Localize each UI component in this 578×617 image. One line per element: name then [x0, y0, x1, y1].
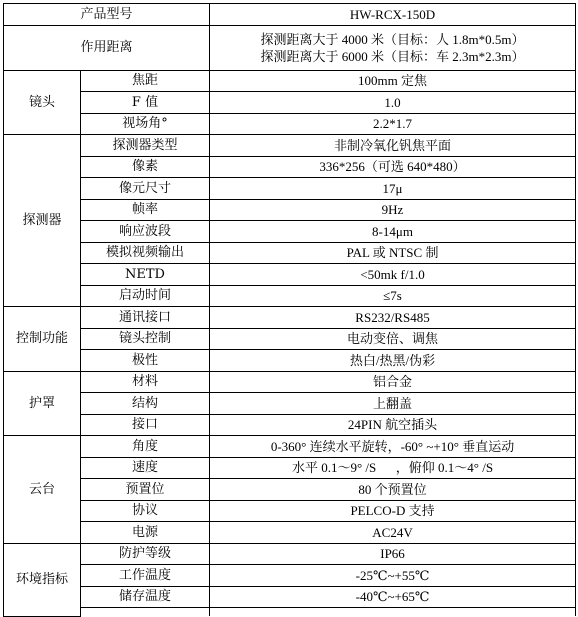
table-row: [4, 199, 576, 221]
row-label: 通讯接口: [81, 307, 210, 329]
row-value: 8-14μm: [210, 221, 576, 243]
table-row: [4, 135, 576, 157]
row-value: 水平 0.1～9° /S ，俯仰 0.1～4° /S: [210, 457, 576, 479]
row-label-cut-off: [81, 608, 210, 617]
row-value: IP66: [210, 543, 576, 565]
row-value: PELCO-D 支持: [210, 500, 576, 522]
table-row: [4, 4, 576, 26]
row-value: 9Hz: [210, 199, 576, 221]
row-value: PAL 或 NTSC 制: [210, 242, 576, 264]
row-value: 电动变倍、调焦: [210, 328, 576, 350]
row-value: RS232/RS485: [210, 307, 576, 329]
table-row: [4, 92, 576, 114]
row-label: 接口: [81, 414, 210, 436]
category-label: 云台: [4, 436, 81, 544]
range-line-1: 探测距离大于 4000 米（目标：人 1.8m*0.5m）: [260, 31, 525, 47]
row-label: 镜头控制: [81, 328, 210, 350]
row-value: HW-RCX-150D: [210, 4, 576, 26]
table-row: [4, 565, 576, 587]
row-label: 材料: [81, 371, 210, 393]
table-row: [4, 457, 576, 479]
row-value: ≤7s: [210, 285, 576, 307]
table-row: [4, 285, 576, 307]
row-value: 80 个预置位: [210, 479, 576, 501]
row-value-multiline: [210, 25, 576, 70]
category-label: 镜头: [4, 70, 81, 135]
row-value: -40℃~+65℃: [210, 586, 576, 608]
row-value: AC24V: [210, 522, 576, 544]
row-label: 结构: [81, 393, 210, 415]
row-value: 铝合金: [210, 371, 576, 393]
row-value: 24PIN 航空插头: [210, 414, 576, 436]
row-label: 探测器类型: [81, 135, 210, 157]
row-label: 速度: [81, 457, 210, 479]
table-row: [4, 350, 576, 372]
row-label: 防护等级: [81, 543, 210, 565]
row-value: 热白/热黑/伪彩: [210, 350, 576, 372]
row-label: 响应波段: [81, 221, 210, 243]
table-row: [4, 221, 576, 243]
row-label: 模拟视频输出: [81, 242, 210, 264]
row-value: 上翻盖: [210, 393, 576, 415]
row-value: 100mm 定焦: [210, 70, 576, 92]
row-label: 产品型号: [4, 4, 210, 26]
table-row: [4, 500, 576, 522]
row-label: 极性: [81, 350, 210, 372]
row-value: 17μ: [210, 178, 576, 200]
spec-table: [3, 3, 576, 617]
row-label: 像素: [81, 156, 210, 178]
table-row: [4, 543, 576, 565]
table-row: [4, 479, 576, 501]
row-label: 启动时间: [81, 285, 210, 307]
table-row: [4, 242, 576, 264]
table-row: [4, 586, 576, 608]
row-value: 非制冷氧化钒焦平面: [210, 135, 576, 157]
row-label: 角度: [81, 436, 210, 458]
row-label: 帧率: [81, 199, 210, 221]
row-label: 作用距离: [4, 25, 210, 70]
table-row: [4, 436, 576, 458]
category-label: 护罩: [4, 371, 81, 436]
row-value: 2.2*1.7: [210, 113, 576, 135]
category-label: 探测器: [4, 135, 81, 307]
table-row: [4, 156, 576, 178]
table-row: [4, 371, 576, 393]
row-value-cut-off: [210, 608, 576, 617]
table-row: [4, 25, 576, 70]
row-label: F 值: [81, 92, 210, 114]
table-row: [4, 328, 576, 350]
row-label: 像元尺寸: [81, 178, 210, 200]
table-row: [4, 70, 576, 92]
table-row: [4, 178, 576, 200]
table-row: [4, 264, 576, 286]
table-row: [4, 522, 576, 544]
row-label: 视场角°: [81, 113, 210, 135]
row-label: 工作温度: [81, 565, 210, 587]
row-label: 储存温度: [81, 586, 210, 608]
row-value: 336*256（可选 640*480）: [210, 156, 576, 178]
row-label: 预置位: [81, 479, 210, 501]
table-row-cut-off: [4, 608, 576, 617]
category-label: 环境指标: [4, 543, 81, 616]
row-value: 0-360° 连续水平旋转，-60° ~+10° 垂直运动: [210, 436, 576, 458]
row-label: 电源: [81, 522, 210, 544]
table-row: [4, 414, 576, 436]
table-row: [4, 393, 576, 415]
row-value: <50mk f/1.0: [210, 264, 576, 286]
table-row: [4, 307, 576, 329]
table-row: [4, 113, 576, 135]
row-label: 协议: [81, 500, 210, 522]
range-line-2: 探测距离大于 6000 米（目标：车 2.3m*2.3m）: [260, 48, 525, 64]
row-label: NETD: [81, 264, 210, 286]
row-label: 焦距: [81, 70, 210, 92]
row-value: 1.0: [210, 92, 576, 114]
category-label: 控制功能: [4, 307, 81, 372]
row-value: -25℃~+55℃: [210, 565, 576, 587]
